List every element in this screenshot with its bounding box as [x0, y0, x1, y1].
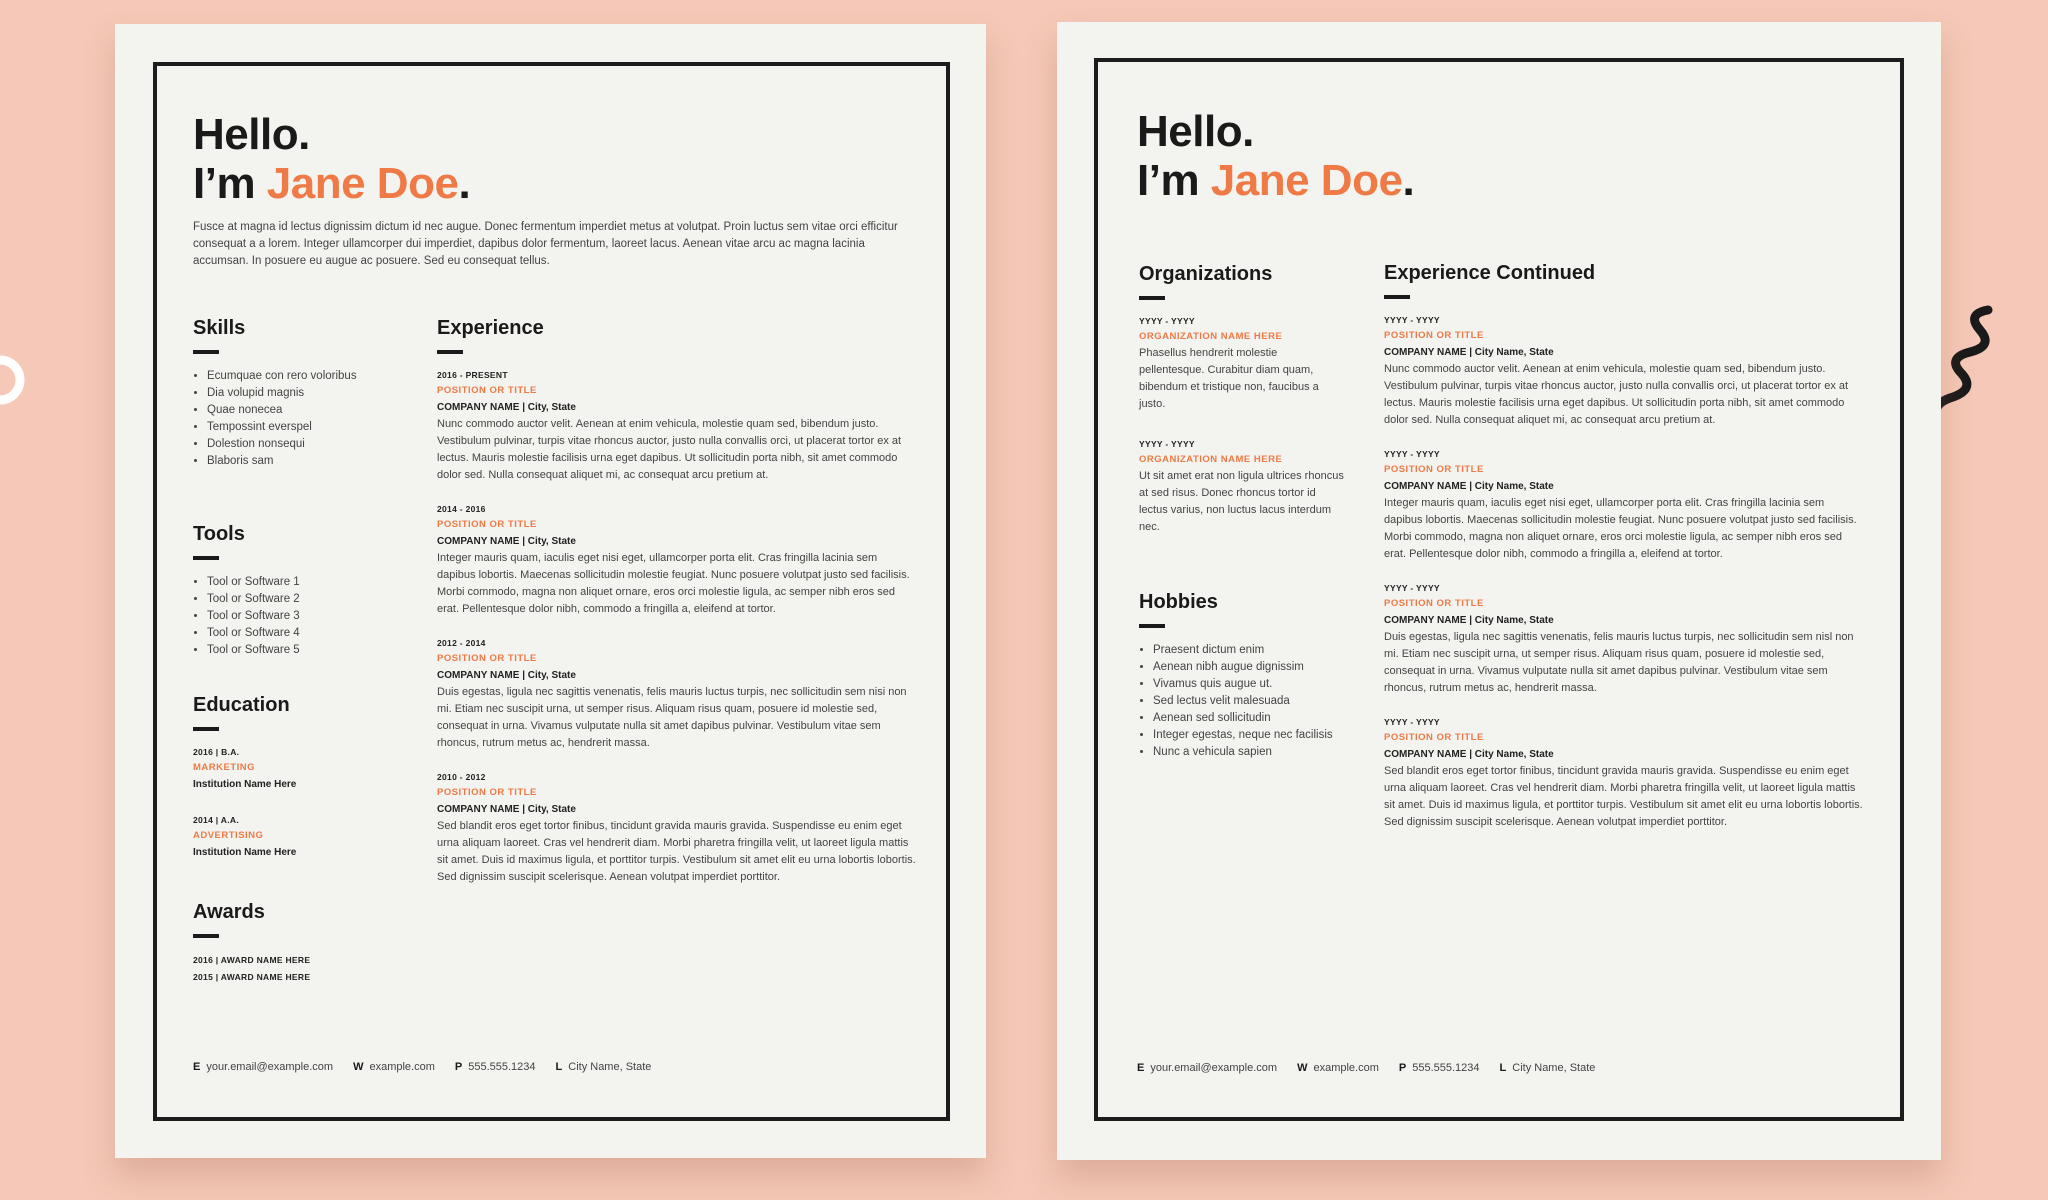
- experience-entry: [437, 368, 917, 484]
- section-heading: Organizations: [1139, 263, 1273, 285]
- degree-date: 2016 | B.A.: [193, 747, 240, 757]
- organization-entry: [1139, 437, 1344, 536]
- position-title: POSITION OR TITLE: [1384, 598, 1484, 609]
- contact-item: [353, 1061, 435, 1073]
- institution-name: Institution Name Here: [193, 847, 297, 858]
- greeting-heading: [193, 110, 470, 208]
- organization-name: ORGANIZATION NAME HERE: [1139, 454, 1283, 465]
- divider: [193, 556, 219, 560]
- contact-label: E: [1137, 1062, 1145, 1074]
- list-item: • Blaboris sam: [207, 453, 393, 470]
- experience-entry: [1384, 313, 1864, 429]
- hobbies-list: [1139, 642, 1339, 761]
- tools-section: [193, 522, 393, 659]
- entry-date: 2010 - 2012: [437, 772, 486, 782]
- section-heading: Hobbies: [1139, 591, 1218, 613]
- experience-list: [437, 368, 917, 886]
- name-text: Jane Doe: [266, 159, 459, 208]
- company-line: COMPANY NAME | City, State: [437, 402, 576, 413]
- contact-label: P: [1398, 1062, 1407, 1074]
- divider: [437, 350, 463, 354]
- position-title: POSITION OR TITLE: [437, 519, 537, 530]
- contact-label: W: [1297, 1062, 1308, 1074]
- name-line: [193, 159, 470, 208]
- company-line: COMPANY NAME | City Name, State: [1384, 615, 1554, 626]
- entry-date: YYYY - YYYY: [1384, 449, 1440, 459]
- field-of-study: MARKETING: [193, 762, 256, 773]
- greeting-line: Hello.: [1137, 107, 1254, 156]
- entry-description: Duis egestas, ligula nec sagittis venenatis, felis mauris luctus turpis, nec sollicitudin sem nisi non mi. Etiam nec suscipit urna, ut semper risus. Aliquam risus quam, posuere id molestie sed, consequat in urna. Vivamus vulputate nulla sit amet dapibus pulvinar. Vestibulum vitae sem rhoncus, rutrum metus ac, hendrerit massa.: [437, 686, 907, 749]
- contact-label: W: [353, 1061, 364, 1073]
- name-text: Jane Doe: [1210, 156, 1403, 205]
- intro-paragraph: Fusce at magna id lectus dignissim dictum id nec augue. Donec fermentum imperdiet metus at volutpat. Proin luctus sem vitae orci efficitur consequat a a lorem. Integer ullamcorper dui imperdiet, dapibus dolor fermentum, laoreet lacus. Aenean vitae arcu ac magna lacinia accumsan. In posuere eu augue ac posuere. Sed eu consequat tellus.: [193, 221, 898, 267]
- experience-entry: [1384, 581, 1864, 697]
- contact-value[interactable]: example.com: [1313, 1062, 1379, 1074]
- section-heading: Awards: [193, 901, 265, 923]
- entry-date: YYYY - YYYY: [1384, 717, 1440, 727]
- contact-value[interactable]: 555.555.1234: [1412, 1062, 1480, 1074]
- contact-item: [193, 1061, 333, 1073]
- org-description: Phasellus hendrerit molestie pellentesque. Curabitur diam quam, bibendum et tristique non, faucibus a justo.: [1139, 347, 1319, 410]
- list-item: • Dolestion nonsequi: [207, 436, 393, 453]
- experience-section: [437, 316, 917, 904]
- entry-date: 2012 - 2014: [437, 638, 486, 648]
- period: .: [458, 159, 471, 208]
- im-text: I’m: [193, 159, 267, 208]
- greeting-line: Hello.: [193, 110, 310, 159]
- section-heading: Experience Continued: [1384, 262, 1596, 284]
- entry-description: Sed blandit eros eget tortor finibus, tincidunt gravida mauris gravida. Suspendisse eu enim eget urna aliquam laoreet. Cras vel hendrerit diam. Morbi pharetra fringilla velit, ut laoreet ligula mattis sit amet. Duis id maximus ligula, et porttitor turpis. Vestibulum sit amet elit eu urna lobortis lobortis. Sed dignissim suscipit scelerisque. Aenean volutpat imperdiet porttitor.: [437, 820, 916, 883]
- position-title: POSITION OR TITLE: [437, 653, 537, 664]
- position-title: POSITION OR TITLE: [1384, 464, 1484, 475]
- list-item: • Tool or Software 2: [207, 591, 393, 608]
- name-line: [1137, 156, 1414, 205]
- experience-list: [1384, 313, 1864, 831]
- list-item: • Quae nonecea: [207, 402, 393, 419]
- hobbies-section: [1139, 590, 1339, 761]
- greeting-heading: [1137, 107, 1414, 205]
- contact-item: [1399, 1062, 1480, 1074]
- section-heading: Skills: [193, 317, 246, 339]
- contact-label: L: [555, 1061, 563, 1073]
- experience-entry: [1384, 715, 1864, 831]
- ring-decoration: [0, 350, 30, 410]
- contact-footer: [193, 1061, 671, 1073]
- period: .: [1402, 156, 1415, 205]
- contact-value[interactable]: example.com: [369, 1061, 435, 1073]
- list-item: • Vivamus quis augue ut.: [1153, 676, 1339, 693]
- list-item: • Tool or Software 4: [207, 625, 393, 642]
- entry-date: 2016 - PRESENT: [437, 370, 508, 380]
- award-item: 2015 | AWARD NAME HERE: [193, 972, 311, 982]
- contact-value[interactable]: your.email@example.com: [206, 1061, 334, 1073]
- list-item: • Aenean sed sollicitudin: [1153, 710, 1339, 727]
- contact-item: [455, 1061, 536, 1073]
- list-item: • Aenean nibh augue dignissim: [1153, 659, 1339, 676]
- contact-value[interactable]: your.email@example.com: [1150, 1062, 1278, 1074]
- entry-date: YYYY - YYYY: [1384, 583, 1440, 593]
- contact-value[interactable]: City Name, State: [1512, 1062, 1596, 1074]
- education-section: [193, 693, 393, 881]
- list-item: • Ecumquae con rero voloribus: [207, 368, 393, 385]
- entry-description: Duis egestas, ligula nec sagittis venenatis, felis mauris luctus turpis, nec sollicitudin sem nisl non mi. Etiam nec suscipit urna, ut semper risus. Aliquam risus quam, posuere id molestie sed, consequat in urna. Vivamus vulputate nulla sit amet dapibus pulvinar. Vestibulum vitae sem rhoncus, rutrum metus ac, hendrerit massa.: [1384, 631, 1854, 694]
- list-item: • Tool or Software 3: [207, 608, 393, 625]
- position-title: POSITION OR TITLE: [437, 787, 537, 798]
- experience-entry: [437, 770, 917, 886]
- contact-item: [556, 1061, 652, 1073]
- im-text: I’m: [1137, 156, 1211, 205]
- skills-section: [193, 316, 393, 470]
- divider: [193, 727, 219, 731]
- company-line: COMPANY NAME | City, State: [437, 804, 576, 815]
- position-title: POSITION OR TITLE: [1384, 732, 1484, 743]
- company-line: COMPANY NAME | City Name, State: [1384, 481, 1554, 492]
- education-entry: [193, 745, 393, 793]
- list-item: • Tempossint everspel: [207, 419, 393, 436]
- divider: [193, 350, 219, 354]
- contact-value[interactable]: 555.555.1234: [468, 1061, 536, 1073]
- contact-item: [1500, 1062, 1596, 1074]
- awards-list: [193, 952, 393, 986]
- contact-label: E: [193, 1061, 201, 1073]
- entry-description: Nunc commodo auctor velit. Aenean at enim vehicula, molestie quam sed, bibendum justo. Vestibulum pulvinar, turpis vitae rhoncus auctor, justo nulla convallis orci, ut placerat tortor ex at lectus. Mauris molestie facilisis urna eget dapibus. Ut sollicitudin porta nibh, sit amet commodo dolor sed. Nulla consequat aliquet mi, ac consequat arcu pretium at.: [437, 418, 902, 481]
- divider: [1139, 296, 1165, 300]
- list-item: • Tool or Software 1: [207, 574, 393, 591]
- experience-entry: [437, 502, 917, 618]
- tools-list: [193, 574, 393, 659]
- contact-label: P: [454, 1061, 463, 1073]
- experience-entry: [437, 636, 917, 752]
- entry-date: YYYY - YYYY: [1384, 315, 1440, 325]
- company-line: COMPANY NAME | City Name, State: [1384, 749, 1554, 760]
- position-title: POSITION OR TITLE: [1384, 330, 1484, 341]
- organization-name: ORGANIZATION NAME HERE: [1139, 331, 1283, 342]
- org-date: YYYY - YYYY: [1139, 439, 1195, 449]
- entry-description: Integer mauris quam, iaculis eget nisi eget, ullamcorper porta elit. Cras fringilla lacinia sem dapibus lobortis. Maecenas sollicitudin molestie feugiat. Nunc posuere volutpat justo sed facilisis. Morbi commodo, magna non aliquet ornare, eros orci molestie ligula, ac semper nibh eros sed erat. Pellentesque dolor nibh, commodo a fringilla a, eleifend at tortor.: [1384, 497, 1857, 560]
- award-item: 2016 | AWARD NAME HERE: [193, 955, 311, 965]
- entry-date: 2014 - 2016: [437, 504, 486, 514]
- divider: [1384, 295, 1410, 299]
- organizations-list: [1139, 314, 1344, 536]
- divider: [1139, 624, 1165, 628]
- org-description: Ut sit amet erat non ligula ultrices rhoncus at sed risus. Donec rhoncus tortor id lectus varius, non luctus lacus interdum nec.: [1139, 470, 1344, 533]
- skills-list: [193, 368, 393, 470]
- list-item: • Dia volupid magnis: [207, 385, 393, 402]
- position-title: POSITION OR TITLE: [437, 385, 537, 396]
- list-item: • Praesent dictum enim: [1153, 642, 1339, 659]
- section-heading: Experience: [437, 317, 544, 339]
- education-entry: [193, 813, 393, 861]
- organizations-section: [1139, 262, 1344, 560]
- experience-entry: [1384, 447, 1864, 563]
- section-heading: Education: [193, 694, 290, 716]
- entry-description: Integer mauris quam, iaculis eget nisi eget, ullamcorper porta elit. Cras fringilla lacinia sem dapibus lobortis. Maecenas sollicitudin molestie feugiat. Nunc posuere volutpat justo sed facilisis. Morbi commodo, magna non aliquet ornare, eros orci molestie ligula, ac semper nibh eros sed erat. Pellentesque dolor nibh, commodo a fringilla a, eleifend at tortor.: [437, 552, 910, 615]
- contact-footer: [1137, 1062, 1615, 1074]
- education-list: [193, 745, 393, 861]
- company-line: COMPANY NAME | City Name, State: [1384, 347, 1554, 358]
- experience-continued-section: [1384, 261, 1864, 849]
- section-heading: Tools: [193, 523, 245, 545]
- contact-item: [1137, 1062, 1277, 1074]
- list-item: • Nunc a vehicula sapien: [1153, 744, 1339, 761]
- entry-description: Nunc commodo auctor velit. Aenean at enim vehicula, molestie quam sed, bibendum justo. Vestibulum pulvinar, turpis vitae rhoncus auctor, justo nulla convallis orci, ut placerat tortor ex at lectus. Mauris molestie facilisis urna eget dapibus. Ut sollicitudin porta nibh, sit amet commodo dolor sed. Nulla consequat aliquet mi, ac consequat arcu pretium at.: [1384, 363, 1849, 426]
- list-item: • Integer egestas, neque nec facilisis: [1153, 727, 1339, 744]
- squiggle-decoration: [1930, 300, 2005, 420]
- organization-entry: [1139, 314, 1344, 413]
- field-of-study: ADVERTISING: [193, 830, 264, 841]
- company-line: COMPANY NAME | City, State: [437, 670, 576, 681]
- contact-label: L: [1499, 1062, 1507, 1074]
- contact-value[interactable]: City Name, State: [568, 1061, 652, 1073]
- divider: [193, 934, 219, 938]
- list-item: • Tool or Software 5: [207, 642, 393, 659]
- entry-description: Sed blandit eros eget tortor finibus, tincidunt gravida mauris gravida. Suspendisse eu enim eget urna aliquam laoreet. Cras vel hendrerit diam. Morbi pharetra fringilla velit, ut laoreet ligula mattis sit amet. Duis id maximus ligula, et porttitor turpis. Vestibulum sit amet elit eu urna lobortis lobortis. Sed dignissim suscipit scelerisque. Aenean volutpat imperdiet porttitor.: [1384, 765, 1863, 828]
- institution-name: Institution Name Here: [193, 779, 297, 790]
- contact-item: [1297, 1062, 1379, 1074]
- org-date: YYYY - YYYY: [1139, 316, 1195, 326]
- awards-section: [193, 900, 393, 986]
- degree-date: 2014 | A.A.: [193, 815, 239, 825]
- company-line: COMPANY NAME | City, State: [437, 536, 576, 547]
- list-item: • Sed lectus velit malesuada: [1153, 693, 1339, 710]
